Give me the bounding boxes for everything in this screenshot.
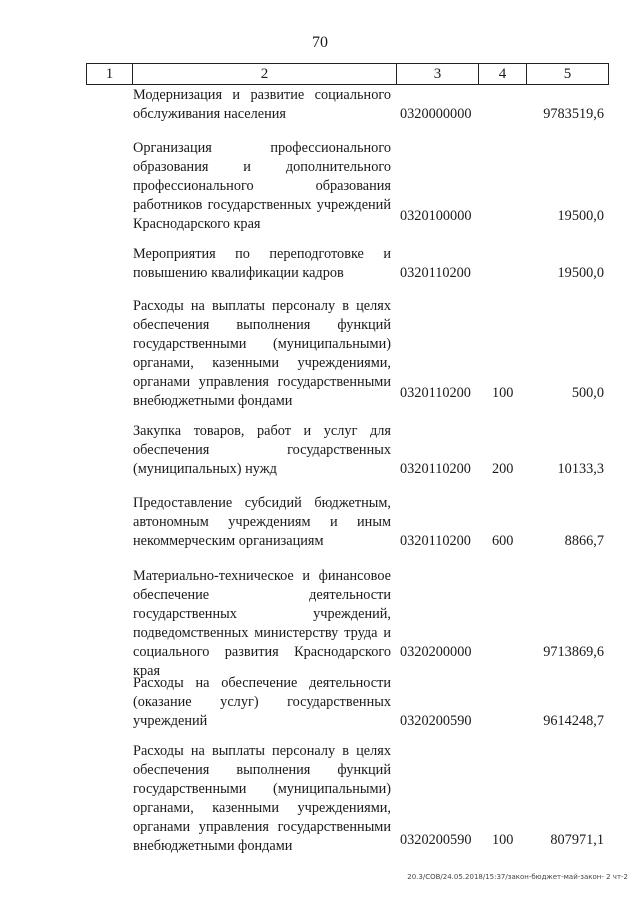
row-description: Мероприятия по переподготовке и повышению квалификации кадров (133, 246, 391, 281)
row-description: Расходы на выплаты персоналу в целях обеспечения выполнения функций государственными (муниципальными) органами, казенными учреждениями, органами управления государственными внебюджетными фондами (133, 743, 391, 854)
column-header-2: 2 (133, 64, 397, 85)
row-expense-type: 100 (492, 385, 514, 401)
document-footer-stamp: 20.3/СОВ/24.05.2018/15:37/закон-бюджет-май-закон- 2 чт-2 (407, 873, 628, 881)
row-expense-type: 600 (492, 533, 514, 549)
row-amount: 19500,0 (557, 208, 604, 224)
row-amount: 9614248,7 (543, 713, 604, 729)
row-code: 0320200590 (400, 713, 472, 729)
row-amount: 19500,0 (557, 265, 604, 281)
row-code: 0320110200 (400, 265, 471, 281)
row-code: 0320000000 (400, 106, 472, 122)
row-description: Модернизация и развитие социального обслуживания населения (133, 87, 391, 122)
row-code: 0320110200 (400, 461, 471, 477)
row-description: Закупка товаров, работ и услуг для обеспечения государственных (муниципальных) нужд (133, 423, 391, 477)
column-header-4: 4 (479, 64, 527, 85)
row-description: Организация профессионального образования и дополнительного профессионального образования работников государственных учреждений Краснодарского края (133, 140, 391, 232)
column-header-row (86, 63, 609, 85)
row-description: Расходы на выплаты персоналу в целях обеспечения выполнения функций государственными (муниципальными) органами, казенными учреждениями, органами управления государственными внебюджетными фондами (133, 298, 391, 409)
row-expense-type: 200 (492, 461, 514, 477)
row-code: 0320200590 (400, 832, 472, 848)
row-code: 0320110200 (400, 385, 471, 401)
row-amount: 500,0 (571, 385, 604, 401)
row-description: Предоставление субсидий бюджетным, автономным учреждениям и иным некоммерческим организациям (133, 495, 391, 549)
row-amount: 8866,7 (564, 533, 604, 549)
row-description: Материально-техническое и финансовое обеспечение деятельности государственных учреждений, подведомственных министерству труда и социального развития Краснодарского края (133, 568, 391, 679)
row-amount: 9783519,6 (543, 106, 604, 122)
row-amount: 9713869,6 (543, 644, 604, 660)
column-header-5: 5 (527, 64, 609, 85)
column-header-1: 1 (87, 64, 133, 85)
row-description: Расходы на обеспечение деятельности (оказание услуг) государственных учреждений (133, 675, 391, 729)
row-expense-type: 100 (492, 832, 514, 848)
row-code: 0320110200 (400, 533, 471, 549)
row-code: 0320100000 (400, 208, 472, 224)
page-number: 70 (312, 34, 328, 51)
row-amount: 807971,1 (550, 832, 604, 848)
row-amount: 10133,3 (557, 461, 604, 477)
row-code: 0320200000 (400, 644, 472, 660)
column-header-3: 3 (397, 64, 479, 85)
